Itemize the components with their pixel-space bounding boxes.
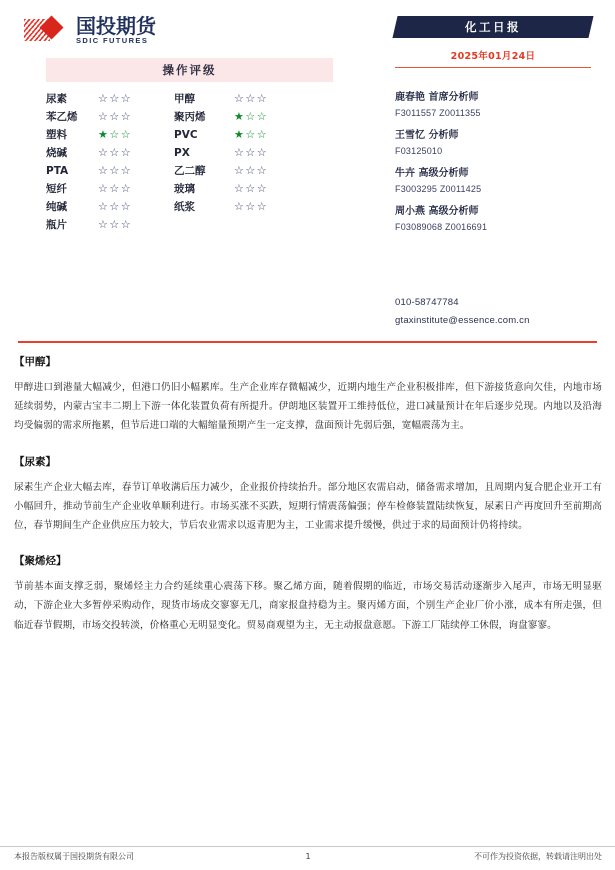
rating-grid	[46, 91, 333, 232]
rating-panel-title-bar	[46, 58, 333, 82]
rating-star: ☆	[98, 145, 110, 159]
rating-cell-left	[98, 183, 174, 195]
commodity-name-left: 尿素	[46, 93, 67, 105]
footer-divider	[0, 846, 615, 847]
footer-page-number: 1	[305, 852, 311, 861]
rating-stars-right	[234, 129, 310, 141]
rating-star: ☆	[234, 91, 246, 105]
commodity-name-right: PX	[174, 146, 190, 159]
commodity-name-left: 塑料	[46, 129, 67, 141]
analyst-entry	[395, 164, 610, 194]
commodity-name-left: 苯乙烯	[46, 111, 78, 123]
footer-disclaimer: 不可作为投资依据，转载请注明出处	[473, 852, 602, 861]
rating-stars-left	[98, 147, 174, 159]
contact-phone: 010-58747784	[395, 297, 459, 308]
company-logo	[24, 16, 156, 45]
report-content	[14, 354, 602, 653]
rating-star: ☆	[256, 127, 269, 141]
commodity-name-right: 乙二醇	[174, 165, 206, 177]
rating-stars-left	[98, 129, 174, 141]
rating-cell-left	[98, 111, 174, 123]
rating-star: ☆	[256, 199, 269, 213]
rating-star: ☆	[256, 109, 269, 123]
report-date: 2025年01月24日	[450, 51, 536, 62]
rating-star: ☆	[120, 163, 133, 177]
commodity-name-right: PVC	[174, 128, 198, 141]
rating-stars-left	[98, 111, 174, 123]
rating-star: ☆	[98, 181, 110, 195]
rating-star: ☆	[234, 145, 246, 159]
rating-cell-left	[98, 201, 174, 213]
rating-stars-left	[98, 93, 174, 105]
rating-star: ☆	[256, 181, 269, 195]
rating-stars-left	[98, 165, 174, 177]
rating-star: ☆	[256, 91, 269, 105]
rating-star: ☆	[120, 127, 133, 141]
commodity-name-left: 瓶片	[46, 219, 67, 231]
section-body-text: 尿素生产企业大幅去库，春节订单收满后压力减少，企业报价持续抬升。部分地区农需启动，储备需求增加，且周期内复合肥企业开工有小幅回升，推动节前生产企业收单顺利进行。市场买涨不买跌，短期行情震荡偏强；停车检修装置陆续恢复，尿素日产再度回升至前期高位，春节期间生产企业供应压力较大，节后农业需求以返青肥为主，工业需求提升缓慢，供过于求的局面预计仍将持续。	[14, 481, 602, 531]
rating-cell-left	[98, 93, 174, 105]
rating-star: ☆	[245, 199, 257, 213]
section-body-text: 节前基本面支撑乏弱，聚烯烃主力合约延续重心震荡下移。聚乙烯方面，随着假期的临近，市场交易活动逐渐步入尾声，市场无明显驱动，下游企业大多暂停采购动作，现货市场成交寥寥无几，商家报盘持稳为主。聚丙烯方面，个别生产企业厂价小涨，成本有所走强，但临近春节假期，市场交投转淡，价格重心无明显变化。贸易商观望为主，无主动报盘意愿。下游工厂陆续停工休假，询盘寥寥。	[14, 581, 602, 631]
rating-star: ☆	[109, 145, 121, 159]
commodity-name-right: 聚丙烯	[174, 111, 206, 123]
rating-panel-title: 操作评级	[162, 63, 217, 77]
rating-star: ☆	[109, 163, 121, 177]
rating-star: ☆	[120, 109, 133, 123]
contact-email[interactable]: gtaxinstitute@essence.com.cn	[395, 315, 530, 326]
rating-star: ☆	[109, 199, 121, 213]
section-heading: 【甲醇】	[14, 356, 56, 368]
rating-cell-left	[98, 147, 174, 159]
rating-stars-right	[234, 201, 310, 213]
rating-cell-right	[234, 93, 310, 105]
rating-star: ☆	[98, 217, 110, 231]
rating-cell-right	[234, 183, 310, 195]
analyst-license-code: F3003295 Z0011425	[395, 184, 482, 194]
analyst-license-code: F3011557 Z0011355	[395, 108, 481, 118]
sdic-diamond-logo-icon	[24, 17, 71, 43]
rating-star: ☆	[98, 109, 110, 123]
rating-cell-right	[234, 165, 310, 177]
header-divider	[18, 341, 597, 343]
rating-star: ☆	[120, 217, 133, 231]
report-section	[14, 454, 602, 536]
analyst-entry	[395, 88, 610, 118]
commodity-name-right: 甲醇	[174, 93, 195, 105]
rating-star: ☆	[245, 91, 257, 105]
rating-star: ☆	[98, 163, 110, 177]
analyst-entry	[395, 202, 610, 232]
rating-star: ☆	[256, 163, 269, 177]
section-heading: 【尿素】	[14, 455, 56, 468]
rating-stars-left	[98, 201, 174, 213]
rating-star: ★	[234, 109, 246, 123]
rating-star: ☆	[245, 109, 257, 123]
commodity-name-left: 纯碱	[46, 201, 67, 213]
rating-cell-right	[234, 111, 310, 123]
section-heading: 【聚烯烃】	[14, 555, 67, 568]
rating-star: ☆	[120, 199, 133, 213]
rating-cell-left	[98, 129, 174, 141]
rating-stars-right	[234, 183, 310, 195]
analyst-name: 牛卉 高级分析师	[395, 168, 469, 179]
rating-stars-left	[98, 219, 174, 231]
report-banner	[392, 16, 593, 38]
rating-star: ★	[234, 127, 246, 141]
rating-stars-right	[234, 165, 310, 177]
rating-star: ☆	[245, 145, 257, 159]
commodity-name-left: 烧碱	[46, 147, 67, 159]
rating-stars-right	[234, 93, 310, 105]
analyst-name: 王雪忆 分析师	[395, 130, 459, 141]
rating-star: ☆	[109, 181, 121, 195]
rating-star: ☆	[245, 181, 257, 195]
rating-star: ☆	[98, 91, 110, 105]
commodity-name-left: 短纤	[46, 183, 67, 195]
logo-name-cn: 国投期货	[76, 14, 156, 38]
rating-star: ☆	[109, 217, 121, 231]
rating-star: ☆	[234, 181, 246, 195]
rating-cell-left	[98, 219, 174, 231]
commodity-name-right: 纸浆	[174, 201, 195, 213]
rating-star: ☆	[109, 91, 121, 105]
rating-cell-right	[234, 147, 310, 159]
date-underline	[395, 67, 591, 68]
rating-star: ★	[98, 127, 110, 141]
rating-star: ☆	[98, 199, 110, 213]
analyst-license-code: F03089068 Z0016691	[395, 222, 488, 232]
rating-star: ☆	[245, 127, 257, 141]
analyst-license-code: F03125010	[395, 146, 443, 156]
analyst-name: 鹿春艳 首席分析师	[395, 92, 479, 103]
rating-star: ☆	[256, 145, 269, 159]
rating-star: ☆	[234, 199, 246, 213]
report-title-block	[395, 16, 591, 68]
page-footer	[14, 851, 602, 862]
footer-copyright: 本报告版权属于国投期货有限公司	[14, 852, 134, 861]
rating-star: ☆	[120, 91, 133, 105]
rating-stars-right	[234, 147, 310, 159]
section-body-text: 甲醇进口到港量大幅减少，但港口仍旧小幅累库。生产企业库存微幅减少，近期内地生产企业积极排库，但下游接货意向欠佳，内地市场延续弱势，内蒙古宝丰二期上下游一体化装置负荷有所提升。伊朗地区装置开工维持低位，进口减量预计在年后逐步兑现。内地以及沿海均受偏弱的需求所拖累，但节后进口端的大幅缩量预期产生一定支撑，盘面预计先弱后强，宽幅震荡为主。	[14, 382, 602, 432]
commodity-name-right: 玻璃	[174, 183, 195, 195]
report-section	[14, 354, 602, 436]
rating-star: ☆	[109, 127, 121, 141]
analyst-entry	[395, 126, 610, 156]
rating-cell-left	[98, 165, 174, 177]
rating-star: ☆	[120, 181, 133, 195]
rating-star: ☆	[234, 163, 246, 177]
operation-rating-panel	[46, 58, 333, 232]
rating-star: ☆	[245, 163, 257, 177]
logo-name-en: SDIC FUTURES	[76, 36, 149, 45]
rating-cell-right	[234, 129, 310, 141]
rating-stars-right	[234, 111, 310, 123]
report-section	[14, 553, 602, 635]
analyst-list	[395, 88, 610, 240]
rating-stars-left	[98, 183, 174, 195]
document-header	[0, 0, 615, 345]
logo-wordmark	[76, 16, 156, 45]
rating-star: ☆	[109, 109, 121, 123]
rating-star: ☆	[120, 145, 133, 159]
contact-block	[395, 297, 610, 333]
commodity-name-left: PTA	[46, 164, 69, 177]
analyst-name: 周小燕 高级分析师	[395, 206, 479, 217]
rating-cell-right	[234, 201, 310, 213]
report-title: 化工日报	[465, 20, 521, 34]
